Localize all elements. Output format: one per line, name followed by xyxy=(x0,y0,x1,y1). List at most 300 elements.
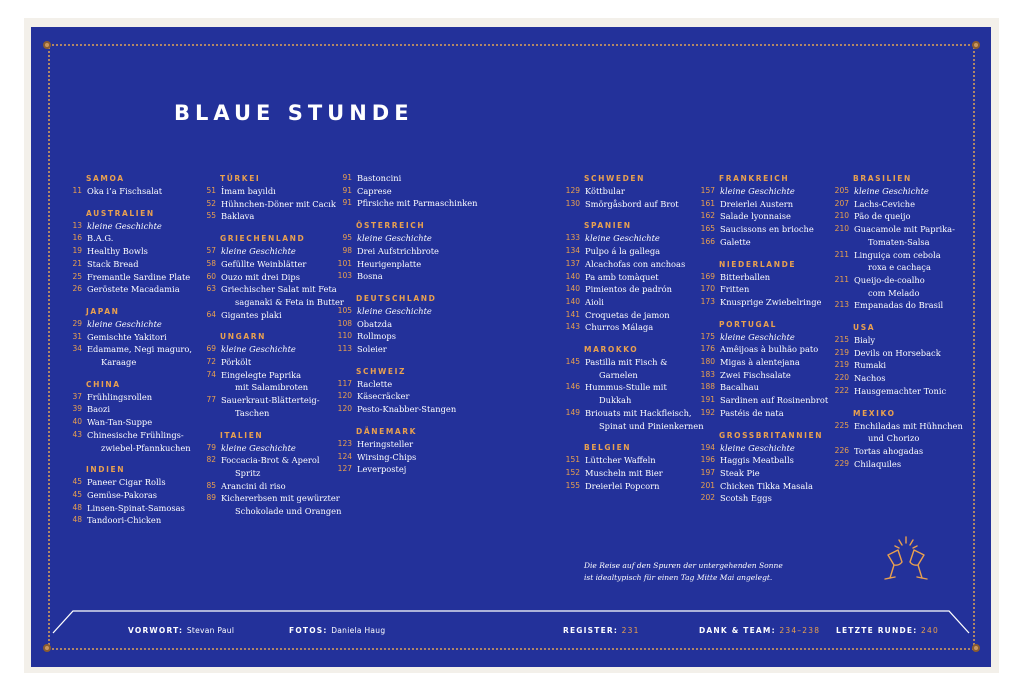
recipe-entry xyxy=(196,309,344,322)
entry-title: Edamame, Negi maguro, xyxy=(87,344,193,355)
entry-title: İmam bayıldı xyxy=(221,186,276,196)
dotted-border-top xyxy=(48,44,974,46)
entry-title: Linsen-Spinat-Samosas xyxy=(87,502,185,513)
recipe-entry xyxy=(829,334,963,347)
recipe-entry xyxy=(829,261,963,274)
entry-title: Zwei Fischsalate xyxy=(720,369,791,380)
recipe-entry xyxy=(695,356,828,369)
page-number: 196 xyxy=(700,455,715,465)
recipe-entry xyxy=(829,445,963,458)
entry-title: Haggis Meatballs xyxy=(720,455,794,466)
entry-title: kleine Geschichte xyxy=(854,186,929,196)
page-number: 210 xyxy=(834,211,849,221)
recipe-entry xyxy=(196,480,344,493)
page-number: 103 xyxy=(337,271,352,281)
story-entry xyxy=(332,305,478,318)
page-number: 64 xyxy=(206,309,216,319)
recipe-entry xyxy=(695,407,828,420)
country-section xyxy=(196,172,344,223)
entry-title: Fritten xyxy=(720,284,750,295)
country-section xyxy=(560,343,704,432)
page-number: 43 xyxy=(72,429,82,439)
page-number: 37 xyxy=(72,391,82,401)
page-number: 105 xyxy=(337,305,352,315)
story-entry xyxy=(332,232,478,245)
page-number: 85 xyxy=(206,480,216,490)
page-number: 48 xyxy=(72,515,82,525)
recipe-entry xyxy=(196,467,344,480)
quote xyxy=(584,560,783,584)
page-number: 151 xyxy=(565,455,580,465)
page-number: 140 xyxy=(565,296,580,306)
page-number: 205 xyxy=(834,186,849,195)
country-section xyxy=(829,172,963,312)
recipe-entry xyxy=(62,429,192,442)
corner-dot-bottom-right xyxy=(972,644,980,652)
entry-title: Tortas ahogadas xyxy=(854,445,924,456)
page-number: 202 xyxy=(700,493,715,503)
footer-dank-value: 234–238 xyxy=(779,626,821,635)
footer-fotos xyxy=(289,626,385,635)
country-heading: USA xyxy=(853,323,876,333)
entry-title: Gigantes plaki xyxy=(221,309,282,320)
recipe-entry xyxy=(196,283,344,296)
page-number: 74 xyxy=(206,369,216,379)
story-entry xyxy=(62,220,192,233)
entry-title: Kichererbsen mit gewürzter xyxy=(221,493,340,504)
page-number: 140 xyxy=(565,284,580,294)
entry-title: Enchiladas mit Hühnchen xyxy=(854,420,963,431)
toc-column-1 xyxy=(62,172,192,536)
recipe-entry xyxy=(332,378,478,391)
country-heading: NIEDERLANDE xyxy=(719,259,797,269)
dotted-border-right xyxy=(973,44,975,648)
page-number: 176 xyxy=(700,344,715,354)
page-number: 13 xyxy=(72,220,82,230)
recipe-entry xyxy=(829,359,963,372)
country-section xyxy=(62,463,192,527)
page-number: 45 xyxy=(72,489,82,499)
recipe-entry xyxy=(695,271,828,284)
page-number: 98 xyxy=(342,245,352,255)
page-number xyxy=(196,296,221,309)
page-number: 69 xyxy=(206,344,216,354)
entry-title: Paneer Cigar Rolls xyxy=(87,477,166,488)
entry-title: Lachs-Ceviche xyxy=(854,198,916,209)
toc-column-4 xyxy=(560,172,704,501)
footer-letzte-runde xyxy=(836,626,939,635)
recipe-entry xyxy=(829,299,963,312)
country-section xyxy=(695,318,828,420)
country-section xyxy=(62,207,192,296)
entry-title: Lüttcher Waffeln xyxy=(585,455,656,466)
country-section xyxy=(332,292,478,356)
recipe-entry xyxy=(695,454,828,467)
page-number: 201 xyxy=(700,480,715,490)
recipe-entry xyxy=(560,454,704,467)
recipe-entry xyxy=(829,372,963,385)
entry-title: kleine Geschichte xyxy=(221,442,296,453)
page-number: 77 xyxy=(206,395,216,405)
recipe-entry xyxy=(196,258,344,271)
entry-title: Pastilla mit Fisch & xyxy=(585,357,668,368)
contents-panel xyxy=(31,27,991,667)
entry-title: Hummus-Stulle mit xyxy=(585,382,667,393)
entry-title: Pesto-Knabber-Stangen xyxy=(357,404,457,415)
entry-title: Pimientos de padrón xyxy=(585,284,672,295)
footer-vorwort-value: Stevan Paul xyxy=(186,626,235,635)
footer-fotos-value: Daniela Haug xyxy=(331,626,386,635)
page-number xyxy=(560,420,585,433)
page-number: 79 xyxy=(206,442,216,452)
entry-title: Garnelen xyxy=(599,369,638,380)
page-number: 149 xyxy=(565,407,580,417)
entry-title: Wirsing-Chips xyxy=(357,451,417,462)
recipe-entry xyxy=(62,258,192,271)
country-section xyxy=(695,258,828,309)
country-heading: JAPAN xyxy=(86,306,120,316)
page-number xyxy=(196,467,221,480)
entry-title: Baklava xyxy=(221,211,255,222)
entry-title: Obatzda xyxy=(357,318,393,329)
entry-title: Drei Aufstrichbrote xyxy=(357,245,439,256)
entry-title: Raclette xyxy=(357,378,393,389)
toc-column-3 xyxy=(332,172,478,485)
entry-title: Bialy xyxy=(854,335,876,346)
recipe-entry xyxy=(332,318,478,331)
page-number: 194 xyxy=(700,442,715,452)
page-number xyxy=(196,505,221,518)
recipe-entry xyxy=(62,502,192,515)
recipe-entry xyxy=(196,381,344,394)
recipe-entry xyxy=(829,198,963,211)
page-number: 211 xyxy=(834,249,849,259)
entry-title: Pfirsiche mit Parmaschinken xyxy=(357,198,478,209)
entry-title: Pulpo á la gallega xyxy=(585,246,661,257)
recipe-entry xyxy=(332,438,478,451)
page-number: 211 xyxy=(834,274,849,284)
recipe-entry xyxy=(560,467,704,480)
recipe-entry xyxy=(62,343,192,356)
entry-title: Wan-Tan-Suppe xyxy=(87,417,153,428)
entry-title: Taschen xyxy=(235,407,270,418)
recipe-entry xyxy=(196,369,344,382)
recipe-entry xyxy=(560,296,704,309)
entry-title: Scotsh Eggs xyxy=(720,493,772,504)
recipe-entry xyxy=(62,245,192,258)
page-number: 55 xyxy=(206,211,216,221)
page-number: 91 xyxy=(342,173,352,182)
recipe-entry xyxy=(560,407,704,420)
entry-title: Dreierlei Popcorn xyxy=(585,480,660,491)
page-number: 101 xyxy=(337,258,352,268)
entry-title: Heringsteller xyxy=(357,438,414,449)
page-number xyxy=(560,394,585,407)
footer-vorwort-label: VORWORT: xyxy=(128,626,184,635)
page-number: 19 xyxy=(72,246,82,256)
page-number: 165 xyxy=(700,224,715,234)
page-number: 183 xyxy=(700,369,715,379)
recipe-entry xyxy=(62,331,192,344)
recipe-entry xyxy=(332,197,478,210)
page-number: 166 xyxy=(700,236,715,246)
page-number: 45 xyxy=(72,477,82,487)
story-entry xyxy=(829,185,963,198)
page-number: 57 xyxy=(206,246,216,256)
story-entry xyxy=(62,318,192,331)
entry-title: Bitterballen xyxy=(720,271,771,282)
entry-title: kleine Geschichte xyxy=(87,220,162,231)
entry-title: Linguiça com cebola xyxy=(854,249,941,260)
entry-title: Pão de queijo xyxy=(854,211,911,222)
recipe-entry xyxy=(829,347,963,360)
page-number: 25 xyxy=(72,271,82,281)
recipe-entry xyxy=(332,343,478,356)
page-number: 40 xyxy=(72,417,82,427)
entry-title: Köttbular xyxy=(585,186,625,196)
footer-vorwort xyxy=(128,626,234,635)
entry-title: Gemischte Yakitori xyxy=(87,331,167,342)
entry-title: Knusprige Zwiebelringe xyxy=(720,296,822,307)
country-heading: CHINA xyxy=(86,379,121,389)
story-entry xyxy=(695,442,828,455)
page-number: 145 xyxy=(565,357,580,367)
story-entry xyxy=(695,331,828,344)
page-number: 219 xyxy=(834,360,849,370)
page-number: 191 xyxy=(700,395,715,405)
page-number: 31 xyxy=(72,331,82,341)
recipe-entry xyxy=(332,403,478,416)
page-number: 210 xyxy=(834,224,849,234)
page-number: 207 xyxy=(834,198,849,208)
recipe-entry xyxy=(560,258,704,271)
page-number xyxy=(829,432,854,445)
page-number: 152 xyxy=(565,467,580,477)
recipe-entry xyxy=(695,467,828,480)
footer-register xyxy=(563,626,640,635)
dotted-border-left xyxy=(48,44,50,648)
recipe-entry xyxy=(829,432,963,445)
entry-title: kleine Geschichte xyxy=(720,331,795,342)
recipe-entry xyxy=(196,492,344,505)
recipe-entry xyxy=(332,245,478,258)
page-number: 140 xyxy=(565,271,580,281)
country-heading: SCHWEIZ xyxy=(356,366,407,376)
country-heading: SAMOA xyxy=(86,174,125,183)
recipe-entry xyxy=(332,390,478,403)
recipe-entry xyxy=(695,369,828,382)
recipe-entry xyxy=(62,403,192,416)
entry-title: Migas à alentejana xyxy=(720,357,800,368)
country-section xyxy=(332,172,478,210)
entry-title: Sauerkraut-Blätterteig- xyxy=(221,395,320,406)
recipe-entry xyxy=(62,356,192,369)
page-number: 39 xyxy=(72,404,82,414)
entry-title: Bosna xyxy=(357,271,383,282)
entry-title: Geröstete Macadamia xyxy=(87,284,180,295)
page-number: 197 xyxy=(700,467,715,477)
country-section xyxy=(62,305,192,369)
entry-title: Käsecräcker xyxy=(357,391,410,402)
country-heading: SPANIEN xyxy=(584,221,632,231)
entry-title: Frühlingsrollen xyxy=(87,391,153,402)
recipe-entry xyxy=(332,463,478,476)
recipe-entry xyxy=(560,381,704,394)
page-number xyxy=(62,442,87,455)
country-heading: INDIEN xyxy=(86,465,126,475)
entry-title: Karaage xyxy=(101,357,137,368)
recipe-entry xyxy=(695,492,828,505)
page-number: 51 xyxy=(206,186,216,195)
page-number: 82 xyxy=(206,455,216,465)
page-number: 21 xyxy=(72,258,82,268)
country-heading: GROSSBRITANNIEN xyxy=(719,430,824,440)
toc-column-6 xyxy=(829,172,963,479)
country-heading: DÄNEMARK xyxy=(356,426,418,436)
page-number: 127 xyxy=(337,464,352,474)
page-number: 180 xyxy=(700,357,715,367)
entry-title: Alcachofas con anchoas xyxy=(585,258,686,269)
country-heading: MEXIKO xyxy=(853,408,896,418)
country-section xyxy=(829,407,963,471)
page-number: 222 xyxy=(834,385,849,395)
recipe-entry xyxy=(62,185,192,198)
entry-title: Fremantle Sardine Plate xyxy=(87,271,191,282)
recipe-entry xyxy=(829,420,963,433)
recipe-entry xyxy=(332,185,478,198)
entry-title: B.A.G. xyxy=(87,233,114,244)
country-section xyxy=(196,330,344,419)
story-entry xyxy=(196,245,344,258)
recipe-entry xyxy=(560,245,704,258)
toc-column-5 xyxy=(695,172,828,514)
country-section xyxy=(560,219,704,334)
recipe-entry xyxy=(62,442,192,455)
country-heading: DEUTSCHLAND xyxy=(356,293,437,303)
recipe-entry xyxy=(829,249,963,262)
recipe-entry xyxy=(196,407,344,420)
entry-title: Arancini di riso xyxy=(221,480,286,491)
recipe-entry xyxy=(695,283,828,296)
country-section xyxy=(332,365,478,416)
entry-title: Dreierlei Austern xyxy=(720,198,794,209)
page-number: 91 xyxy=(342,185,352,195)
page-number: 173 xyxy=(700,296,715,306)
entry-title: kleine Geschichte xyxy=(221,344,296,355)
entry-title: Caprese xyxy=(357,185,392,196)
page-number: 130 xyxy=(565,198,580,208)
page-number: 60 xyxy=(206,271,216,281)
entry-title: Smörgåsbord auf Brot xyxy=(585,198,679,209)
footer-register-value: 231 xyxy=(621,626,640,635)
recipe-entry xyxy=(332,258,478,271)
story-entry xyxy=(695,185,828,198)
country-heading: UNGARN xyxy=(220,332,266,342)
page-number: 110 xyxy=(337,331,352,341)
country-section xyxy=(196,232,344,321)
recipe-entry xyxy=(560,271,704,284)
recipe-entry xyxy=(560,369,704,382)
corner-dot-top-left xyxy=(43,41,51,49)
champagne-glasses-icon xyxy=(878,531,934,589)
page-number: 137 xyxy=(565,258,580,268)
entry-title: und Chorizo xyxy=(868,433,920,444)
entry-title: Empanadas do Brasil xyxy=(854,300,944,311)
country-heading: GRIECHENLAND xyxy=(220,234,306,244)
page-number xyxy=(829,287,854,300)
page-number: 141 xyxy=(565,309,580,319)
entry-title: Hühnchen-Döner mit Cacık xyxy=(221,198,336,209)
entry-title: roxa e cachaça xyxy=(868,262,931,273)
page-number: 192 xyxy=(700,407,715,417)
recipe-entry xyxy=(196,394,344,407)
quote-line-2: ist idealtypisch für einen Tag Mitte Mai angelegt. xyxy=(584,573,773,582)
entry-title: Pastéis de nata xyxy=(720,407,784,418)
page-number xyxy=(829,236,854,249)
recipe-entry xyxy=(560,420,704,433)
corner-dot-bottom-left xyxy=(43,644,51,652)
page-number: 34 xyxy=(72,344,82,354)
entry-title: Galette xyxy=(720,236,751,247)
entry-title: Heurigenplatte xyxy=(357,258,422,269)
recipe-entry xyxy=(695,343,828,356)
recipe-entry xyxy=(695,394,828,407)
footer-dank-label: DANK & TEAM: xyxy=(699,626,776,635)
entry-title: kleine Geschichte xyxy=(87,318,162,329)
page-number: 162 xyxy=(700,211,715,221)
entry-title: saganaki & Feta in Butter xyxy=(235,296,344,307)
page-number: 108 xyxy=(337,318,352,328)
page-number: 155 xyxy=(565,480,580,490)
recipe-entry xyxy=(560,480,704,493)
page-number xyxy=(196,407,221,420)
page-number: 175 xyxy=(700,331,715,341)
entry-title: Dukkah xyxy=(599,395,632,406)
entry-title: Healthy Bowls xyxy=(87,246,148,257)
recipe-entry xyxy=(560,321,704,334)
recipe-entry xyxy=(196,271,344,284)
entry-title: Chinesische Frühlings- xyxy=(87,429,184,440)
recipe-entry xyxy=(196,210,344,223)
country-section xyxy=(695,429,828,506)
country-heading: BELGIEN xyxy=(584,443,632,453)
entry-title: Leverpostej xyxy=(357,464,407,475)
footer-runde-value: 240 xyxy=(921,626,939,635)
page-number: 48 xyxy=(72,502,82,512)
page-number: 170 xyxy=(700,284,715,294)
recipe-entry xyxy=(695,223,828,236)
recipe-entry xyxy=(62,283,192,296)
recipe-entry xyxy=(695,480,828,493)
page-number xyxy=(560,369,585,382)
entry-title: Steak Pie xyxy=(720,467,760,478)
entry-title: Salade lyonnaise xyxy=(720,211,791,222)
recipe-entry xyxy=(695,296,828,309)
entry-title: Nachos xyxy=(854,373,886,384)
recipe-entry xyxy=(695,236,828,249)
entry-title: Rollmops xyxy=(357,331,396,342)
entry-title: Amêijoas à bulhão pato xyxy=(720,344,819,355)
page-number: 120 xyxy=(337,391,352,401)
entry-title: Foccacia-Brot & Aperol xyxy=(221,455,320,466)
page-number: 63 xyxy=(206,284,216,294)
recipe-entry xyxy=(62,271,192,284)
page-number: 113 xyxy=(337,344,352,354)
recipe-entry xyxy=(196,296,344,309)
quote-line-1: Die Reise auf den Spuren der untergehenden Sonne xyxy=(584,561,783,570)
country-section xyxy=(560,172,704,210)
entry-title: Briouats mit Hackfleisch, xyxy=(585,407,692,418)
